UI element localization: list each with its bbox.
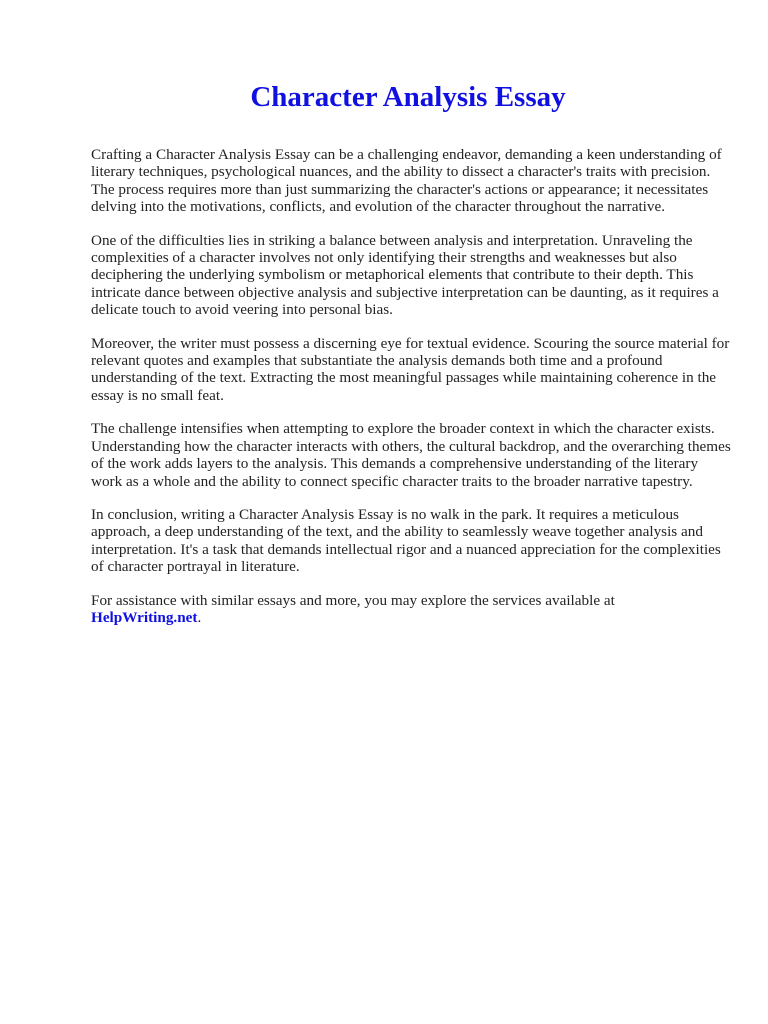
paragraph-3: Moreover, the writer must possess a discerning eye for textual evidence. Scouring the source material for relevant quotes and examples that substantiate the analysis demands both time and a profound understanding of the text. Extracting the most meaningful passages while maintaining coherence in the essay is no small feat.	[91, 334, 730, 404]
closing-text: For assistance with similar essays and more, you may explore the services available at	[91, 591, 615, 609]
paragraph-2: One of the difficulties lies in striking a balance between analysis and interpretation. Unraveling the complexities of a character involves not only identifying their strengths and weaknesses but also deciphering the underlying symbolism or metaphorical elements that contribute to their depth. This intricate dance between objective analysis and subjective interpretation can be daunting, as it requires a delicate touch to avoid veering into personal bias.	[91, 231, 719, 319]
paragraph-5: In conclusion, writing a Character Analysis Essay is no walk in the park. It requires a meticulous approach, a deep understanding of the text, and the ability to seamlessly weave together analysis and interpretation. It's a task that demands intellectual rigor and a nuanced appreciation for the complexities of character portrayal in literature.	[91, 505, 721, 576]
closing-paragraph	[91, 592, 731, 627]
essay-body	[91, 146, 731, 642]
paragraph-1: Crafting a Character Analysis Essay can be a challenging endeavor, demanding a keen understanding of literary techniques, psychological nuances, and the ability to dissect a character's traits with precision. The process requires more than just summarizing the character's actions or appearance; it necessitates delving into the motivations, conflicts, and evolution of the character throughout the narrative.	[91, 146, 722, 216]
page-title: Character Analysis Essay	[250, 81, 566, 113]
helpwriting-link[interactable]: HelpWriting.net	[91, 608, 198, 626]
closing-suffix: .	[197, 608, 202, 626]
paragraph-4: The challenge intensifies when attempting to explore the broader context in which the character exists. Understanding how the character interacts with others, the cultural backdrop, and the overarching themes of the work adds layers to the analysis. This demands a comprehensive understanding of the literary work as a whole and the ability to connect specific character traits to the broader narrative tapestry.	[91, 420, 731, 490]
